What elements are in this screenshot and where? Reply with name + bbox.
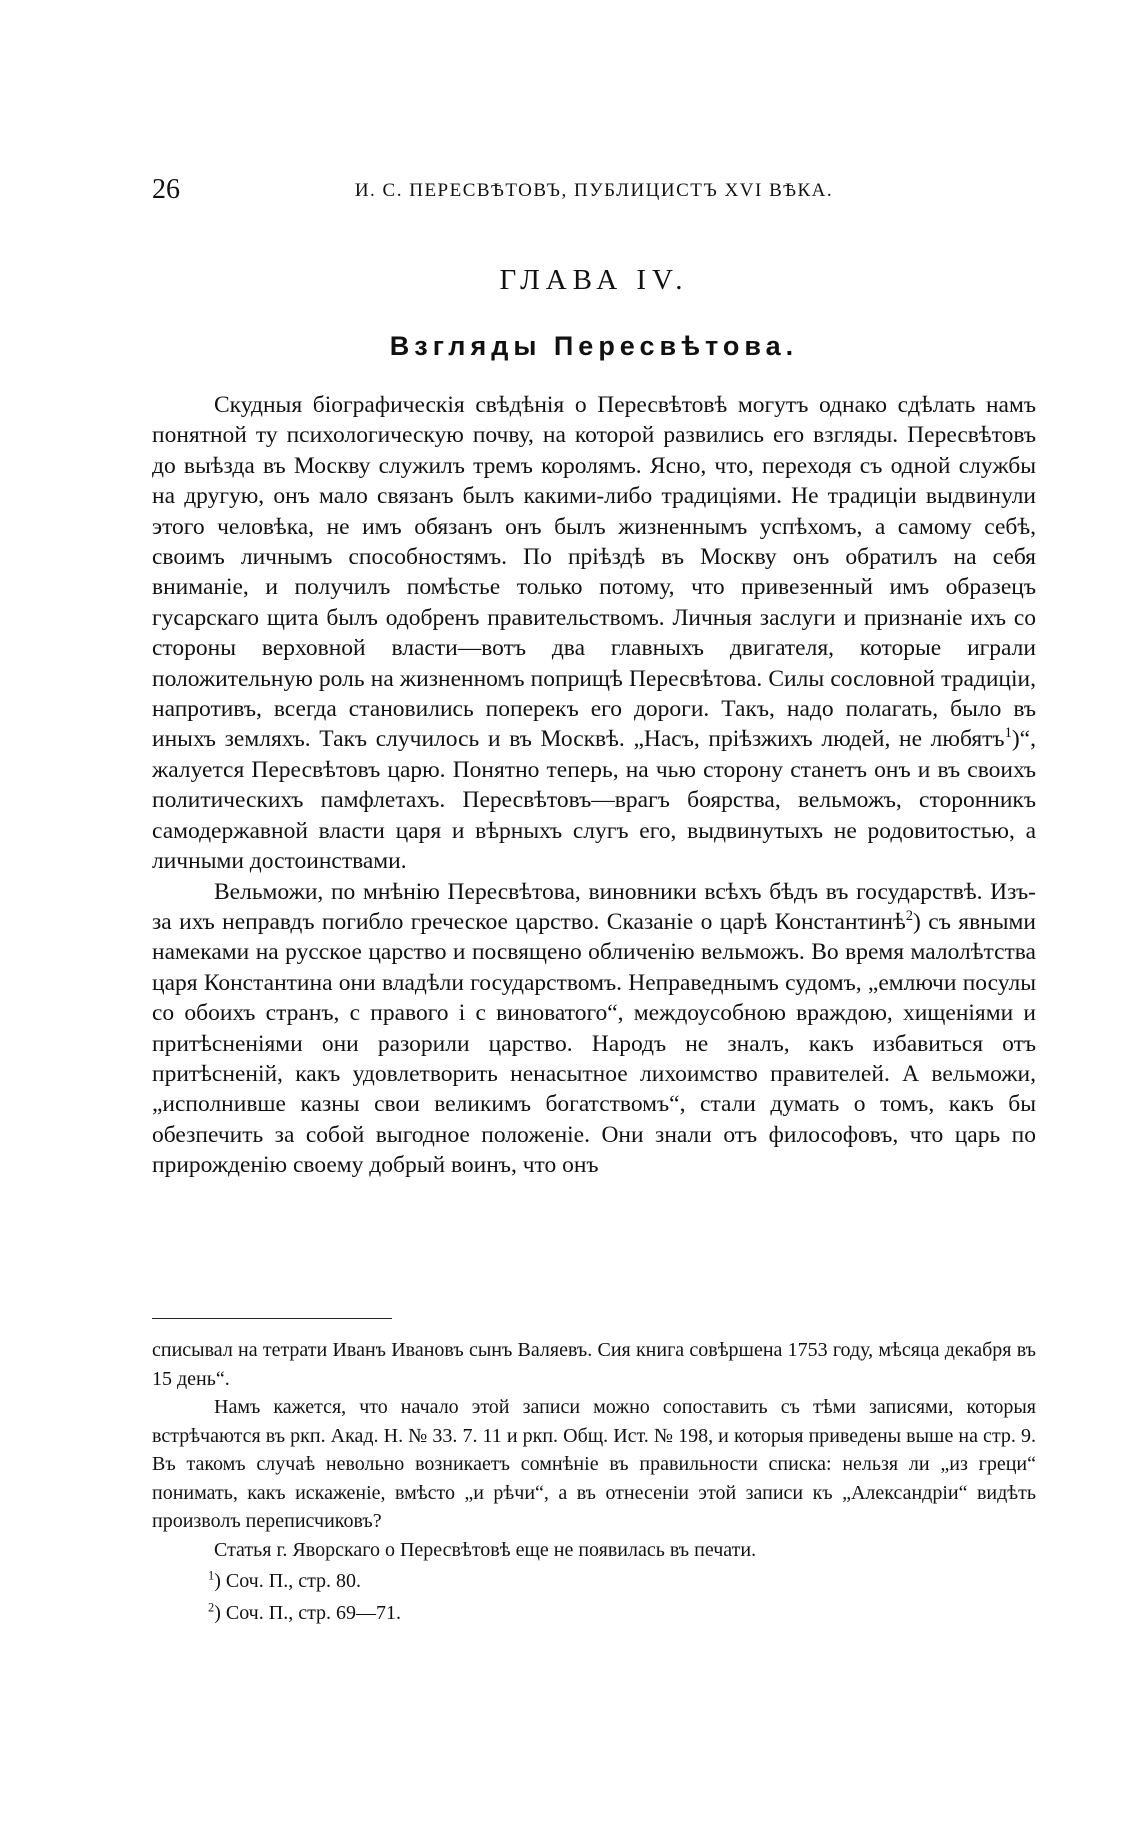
footnotes bbox=[152, 1336, 1036, 1627]
page-number: 26 bbox=[152, 174, 180, 205]
book-page bbox=[152, 0, 1036, 1843]
footnote-2-text: ) Соч. П., стр. 69—71. bbox=[214, 1601, 402, 1624]
footnote-2-number: 2 bbox=[208, 1599, 215, 1614]
paragraph-2-text-b: ) съ явными намеками на русское царство и посвящено обличенію вельможъ. Во время малолѣтства царя Константина они владѣли государствомъ. Неправеднымъ судомъ, „емлючи посулы со обоихъ странъ, с правого і с виноватого“, междоусобною враждою, хищеніями и притѣсненіями они разорили царство. Народъ не зналъ, какъ избавиться отъ притѣсненій, какъ удовлетворить ненасытное лихоимство правителей. А вельможи, „исполнивше казны свои великимъ богатствомъ“, стали думать о томъ, какъ бы обезпечить за собой выгодное положеніе. Они знали отъ философовъ, что царь по прирожденію своему добрый воинъ, что онъ bbox=[152, 908, 1036, 1179]
running-head bbox=[152, 172, 1036, 208]
running-title: И. С. ПЕРЕСВѢТОВЪ, ПУБЛИЦИСТЪ XVI ВѢКА. bbox=[354, 180, 834, 201]
footnote-continuation: списывал на тетрати Иванъ Ивановъ сынъ Валяевъ. Сия книга совѣршена 1753 году, мѣсяца декабря въ 15 день“. bbox=[152, 1339, 1036, 1390]
paragraph-1 bbox=[152, 390, 1036, 877]
chapter-title: Взгляды Пересвѣтова. bbox=[389, 331, 799, 361]
main-text bbox=[152, 390, 1036, 1181]
footnote-1-number: 1 bbox=[208, 1568, 215, 1583]
footnote-paragraph-1: Намъ кажется, что начало этой записи можно сопоставить съ тѣми записями, которыя встрѣчаются въ ркп. Акад. Н. № 33. 7. 11 и ркп. Общ. Ист. № 198, и которыя приведены выше на стр. 9. Въ такомъ случаѣ невольно возникаетъ сомнѣніе въ правильности списка: нельзя ли „из греци“ понимать, какъ искаженіе, вмѣсто „и рѣчи“, а въ отнесеніи этой записи къ „Александріи“ видѣть произволъ переписчиковъ? bbox=[152, 1396, 1036, 1532]
footnote-2 bbox=[152, 1599, 1036, 1628]
footnote-paragraph-2: Статья г. Яворскаго о Пересвѣтовѣ еще не появилась въ печати. bbox=[214, 1538, 757, 1561]
paragraph-1-text-a: Скудныя біографическія свѣдѣнія о Пересвѣтовѣ могутъ однако сдѣлать намъ понятной ту психологическую почву, на которой развились его взгляды. Пересвѣтовъ до выѣзда въ Москву служилъ тремъ королямъ. Ясно, что, переходя съ одной службы на другую, онъ мало связанъ былъ какими-либо традиціями. Не традиціи выдвинули этого человѣка, не имъ обязанъ онъ былъ жизненнымъ успѣхомъ, а самому себѣ, своимъ личнымъ способностямъ. По пріѣздѣ въ Москву онъ обратилъ на себя вниманіе, и получилъ помѣстье только потому, что привезенный имъ образецъ гусарскаго щита былъ одобренъ правительствомъ. Личныя заслуги и признаніе ихъ со стороны верховной власти—вотъ два главныхъ двигателя, которые играли положительную роль на жизненномъ поприщѣ Пересвѣтова. Силы сословной традиціи, напротивъ, всегда становились поперекъ его дороги. Такъ, надо полагать, было въ иныхъ земляхъ. Такъ случилось и въ Москвѣ. „Насъ, пріѣзжихъ людей, не любятъ bbox=[152, 392, 1036, 753]
paragraph-1-text-b: )“, жалуется Пересвѣтовъ царю. Понятно теперь, на чью сторону станетъ онъ и въ своихъ политическихъ памфлетахъ. Пересвѣтовъ—врагъ боярства, вельможъ, сторонникъ самодержавной власти царя и вѣрныхъ слугъ его, выдвинутыхъ не родовитостью, а личными достоинствами. bbox=[152, 726, 1036, 875]
footnote-1 bbox=[152, 1567, 1036, 1596]
footnote-1-text: ) Соч. П., стр. 80. bbox=[214, 1570, 362, 1592]
footnote-divider bbox=[152, 1318, 392, 1319]
footnote-ref-2: 2 bbox=[905, 908, 914, 925]
footnote-ref-1: 1 bbox=[1004, 725, 1012, 742]
paragraph-2-text-a: Вельможи, по мнѣнію Пересвѣтова, виновники всѣхъ бѣдъ въ государствѣ. Изъ-за ихъ неправдъ погибло греческое царство. Сказаніе о царѣ Константинѣ bbox=[152, 878, 1036, 935]
chapter-heading: ГЛАВА IV. bbox=[499, 264, 689, 296]
paragraph-2 bbox=[152, 877, 1036, 1181]
